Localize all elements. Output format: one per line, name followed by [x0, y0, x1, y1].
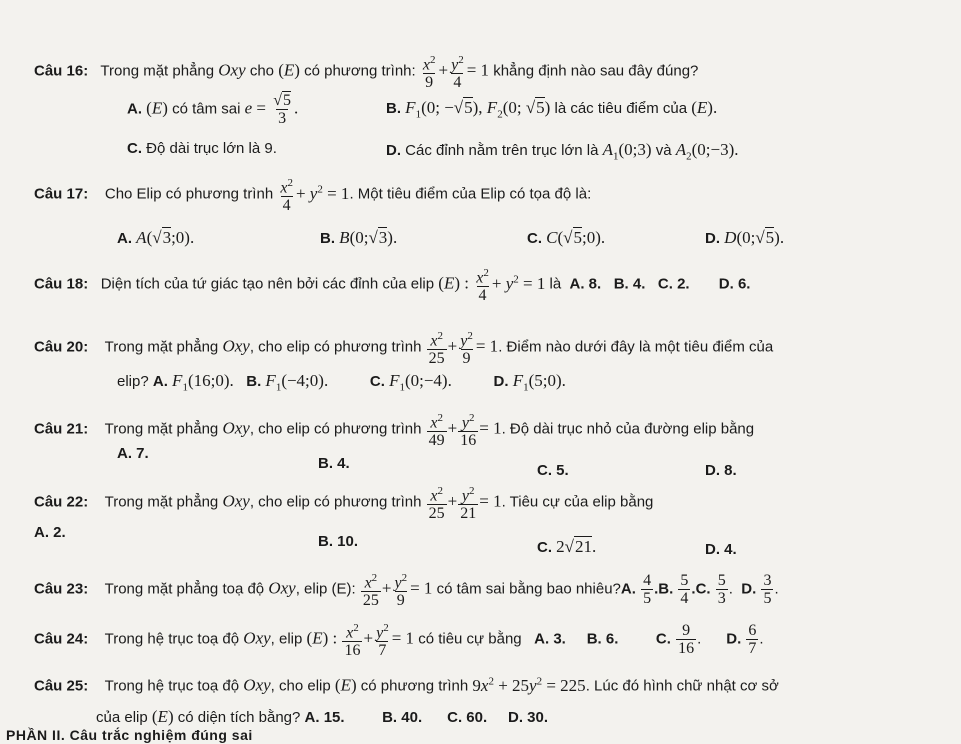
q17-stem: Câu 17: Cho Elip có phương trình $\frac{x^2}{4}$ + $y^2 = 1$. Một tiêu điểm của Elip có tọa độ là:	[34, 177, 592, 215]
q22-option-a: A. 2.	[34, 524, 66, 541]
q17-option-d: D. D(0;√5).	[705, 228, 785, 247]
q16-option-a: A. (E) có tâm sai e = $\frac{√5}{3}$ .	[127, 92, 299, 127]
fraction: $\frac{x^2}{9}$	[422, 54, 436, 92]
fraction: $\frac{5}{4}$	[680, 572, 689, 608]
q20-stem: Câu 20: Trong mặt phẳng Oxy, cho elip có phương trình $\frac{x^2}{25}$ + $\frac{y^2}{9}$ = 1. Điểm nào dưới đây là một tiêu điểm của	[34, 330, 774, 368]
q21-option-a: A. 7.	[117, 445, 149, 462]
q20-options: elip? A. $F_1(16;0)$. B. $F_1(-4;0)$. C. $F_1(0;-4)$. D. $F_1(5;0)$.	[117, 371, 566, 394]
fraction: $\frac{5}{3}$	[717, 572, 726, 608]
fraction: $\frac{x^2}{25}$	[428, 485, 445, 523]
fraction: $\frac{y^2}{4}$	[451, 54, 464, 92]
fraction: $\frac{y^2}{16}$	[460, 412, 477, 450]
q22-option-c: C. 2√21.	[537, 537, 597, 556]
fraction: $\frac{y^2}{9}$	[460, 330, 473, 368]
q21-option-c: C. 5.	[537, 462, 569, 479]
q17-option-a: A. A(√3;0).	[117, 228, 195, 247]
q22-option-d: D. 4.	[705, 541, 737, 558]
q23-stem: Câu 23: Trong mặt phẳng toạ độ Oxy, elip (E): $\frac{x^2}{25}$ + $\frac{y^2}{9}$ = 1 có tâm sai bằng bao nhiêu?A. $\frac{4}{5}$ .B. $\frac{5}{4}$ .C. $\frac{5}{3}$ . D. $\frac{3}{5}$ .	[34, 572, 779, 610]
fraction: $\frac{√5}{3}$	[273, 92, 292, 127]
fraction: $\frac{x^2}{25}$	[428, 330, 445, 368]
fraction: $\frac{9}{16}$	[678, 622, 695, 658]
q16-option-b: B. $F_1(0$; −√5), $F_2(0$; √5) là các tiêu điểm của (E).	[386, 98, 718, 121]
q22-stem: Câu 22: Trong mặt phẳng Oxy, cho elip có phương trình $\frac{x^2}{25}$ + $\frac{y^2}{21}$ = 1. Tiêu cự của elip bằng	[34, 485, 654, 523]
q16-option-d: D. Các đỉnh nằm trên trục lớn là $A_1(0;3)$ và $A_2(0;-3)$.	[386, 140, 739, 163]
q18-stem: Câu 18: Diện tích của tứ giác tạo nên bởi các đỉnh của elip (E) : $\frac{x^2}{4}$ + $y^2 = 1$ là A. 8. B. 4. C. 2. D. 6.	[34, 267, 751, 305]
q21-option-d: D. 8.	[705, 462, 737, 479]
fraction: $\frac{y^2}{9}$	[394, 572, 408, 610]
q17-option-c: C. C(√5;0).	[527, 228, 606, 247]
q16-option-c: C. Độ dài trục lớn là 9.	[127, 140, 277, 157]
q24-stem: Câu 24: Trong hệ trục toạ độ Oxy, elip (E) : $\frac{x^2}{16}$ + $\frac{y^2}{7}$ = 1 có tiêu cự bằng A. 3. B. 6. C. $\frac{9}{16}$ . D. $\frac{6}{7}$ .	[34, 622, 764, 660]
fraction: $\frac{x^2}{4}$	[476, 267, 489, 305]
fraction: $\frac{x^2}{16}$	[344, 622, 361, 660]
q17-option-b: B. B(0;√3).	[320, 228, 398, 247]
fraction: $\frac{4}{5}$	[643, 572, 652, 608]
fraction: $\frac{6}{7}$	[748, 622, 757, 658]
fraction: $\frac{x^2}{25}$	[362, 572, 379, 610]
q16-stem: Câu 16: Trong mặt phẳng Oxy cho (E) có phương trình: $\frac{x^2}{9}$ + $\frac{y^2}{4}$ = 1 khẳng định nào sau đây đúng?	[34, 54, 699, 92]
q25-line2: của elip (E) có diện tích bằng? A. 15. B. 40. C. 60. D. 30.	[96, 707, 549, 726]
fraction: $\frac{x^2}{49}$	[428, 412, 445, 450]
section-heading: PHẦN II. Câu trắc nghiệm đúng sai	[6, 727, 253, 743]
q25-stem: Câu 25: Trong hệ trục toạ độ Oxy, cho elip (E) có phương trình $9x^2 + 25y^2 = 225$. Lúc đó hình chữ nhật cơ sở	[34, 675, 779, 695]
fraction: $\frac{x^2}{4}$	[280, 177, 293, 215]
fraction: $\frac{3}{5}$	[763, 572, 772, 608]
fraction: $\frac{y^2}{7}$	[376, 622, 389, 660]
fraction: $\frac{y^2}{21}$	[460, 485, 477, 523]
q22-option-b: B. 10.	[318, 533, 359, 550]
q21-stem: Câu 21: Trong mặt phẳng Oxy, cho elip có phương trình $\frac{x^2}{49}$ + $\frac{y^2}{16}$ = 1. Độ dài trục nhỏ của đường elip bằng	[34, 412, 755, 450]
q21-option-b: B. 4.	[318, 455, 350, 472]
